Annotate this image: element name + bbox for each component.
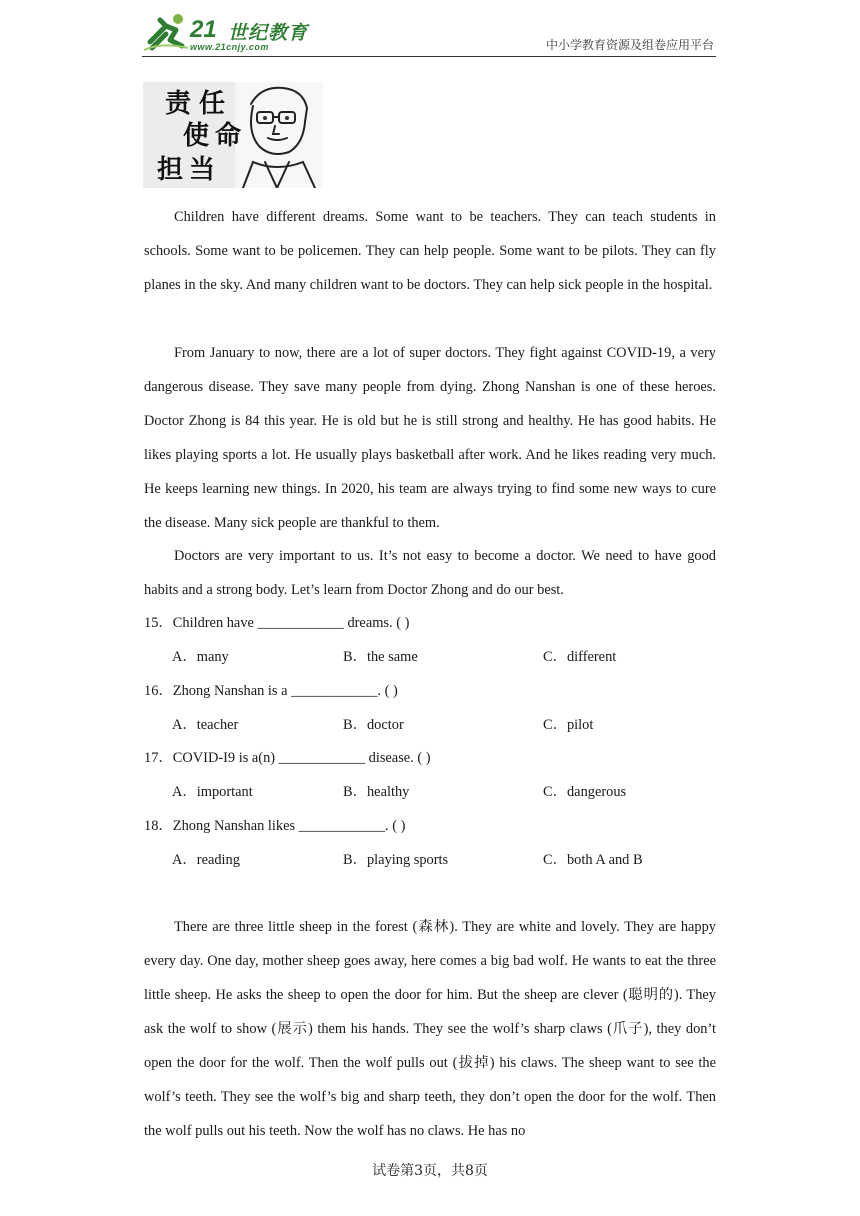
answer-option: C．dangerous xyxy=(543,784,627,800)
answer-option: C．both A and B xyxy=(543,852,643,868)
question-stem: 15．Children have ____________ dreams. ( ) xyxy=(144,615,410,631)
logo-url: www.21cnjy.com xyxy=(190,42,269,52)
answer-option: B．healthy xyxy=(343,784,410,800)
answer-option: A．important xyxy=(172,784,253,800)
page-header xyxy=(142,10,716,57)
calligraphy-char: 担 xyxy=(157,155,184,185)
answer-option: A．reading xyxy=(172,852,240,868)
passage-paragraph: Doctors are very important to us. It’s not easy to become a doctor. We need to have good habits and a strong body. Let’s learn from Doctor Zhong and do our best. xyxy=(144,548,716,598)
page-number: 试卷第3页，共8页 xyxy=(372,1163,488,1179)
site-logo xyxy=(142,12,312,52)
passage-paragraph: From January to now, there are a lot of super doctors. They fight against COVID-19, a very dangerous disease. They save many people from dying. Zhong Nanshan is one of these heroes. Doctor Zhong is 84 this year. He is old but he is still strong and healthy. He has good habits. He likes playing sports a lot. He usually plays basketball after work. And he likes reading very much. He keeps learning new things. In 2020, his team are always trying to find some new ways to cure the disease. Many sick people are thankful to them. xyxy=(144,345,716,531)
calligraphy-char: 使 xyxy=(183,121,210,151)
answer-option: B．the same xyxy=(343,649,418,665)
platform-name: 中小学教育资源及组卷应用平台 xyxy=(545,38,714,52)
logo-number: 21 xyxy=(190,16,217,43)
calligraphy-char: 当 xyxy=(189,155,216,185)
calligraphy-char: 任 xyxy=(199,89,226,119)
answer-option: A．many xyxy=(172,649,229,665)
passage-paragraph: There are three little sheep in the forest (森林). They are white and lovely. They are happy every day. One day, mother sheep goes away, here comes a big bad wolf. He wants to eat the three little sheep. He asks the sheep to open the door for him. But the sheep are clever (聪明的). They ask the wolf to show (展示) them his hands. They see the wolf’s sharp claws (爪子), they don’t open the door for the wolf. Then the wolf pulls out (拔掉) his claws. The sheep want to see the wolf’s teeth. They see the wolf’s big and sharp teeth, they don’t open the door for the wolf. Then the wolf pulls out his teeth. Now the wolf has no claws. He has no xyxy=(144,919,716,1139)
answer-option: A．teacher xyxy=(172,717,239,733)
calligraphy-char: 责 xyxy=(165,89,192,119)
question-stem: 18．Zhong Nanshan likes ____________. ( ) xyxy=(144,818,406,834)
question-stem: 16．Zhong Nanshan is a ____________. ( ) xyxy=(144,683,398,699)
answer-option: C．pilot xyxy=(543,717,594,733)
doctor-portrait-image xyxy=(143,82,323,188)
logo-chinese-name: 世纪教育 xyxy=(228,22,309,44)
answer-option: B．doctor xyxy=(343,717,404,733)
answer-option: C．different xyxy=(543,649,617,665)
answer-option: B．playing sports xyxy=(343,852,449,868)
question-stem: 17．COVID-I9 is a(n) ____________ disease. ( ) xyxy=(144,750,431,766)
calligraphy-char: 命 xyxy=(215,121,242,151)
runner-logo-icon xyxy=(142,12,190,52)
passage-paragraph: Children have different dreams. Some want to be teachers. They can teach students in schools. Some want to be policemen. They can help people. Some want to be pilots. They can fly planes in the sky. And many children want to be doctors. They can help sick people in the hospital. xyxy=(144,209,716,293)
